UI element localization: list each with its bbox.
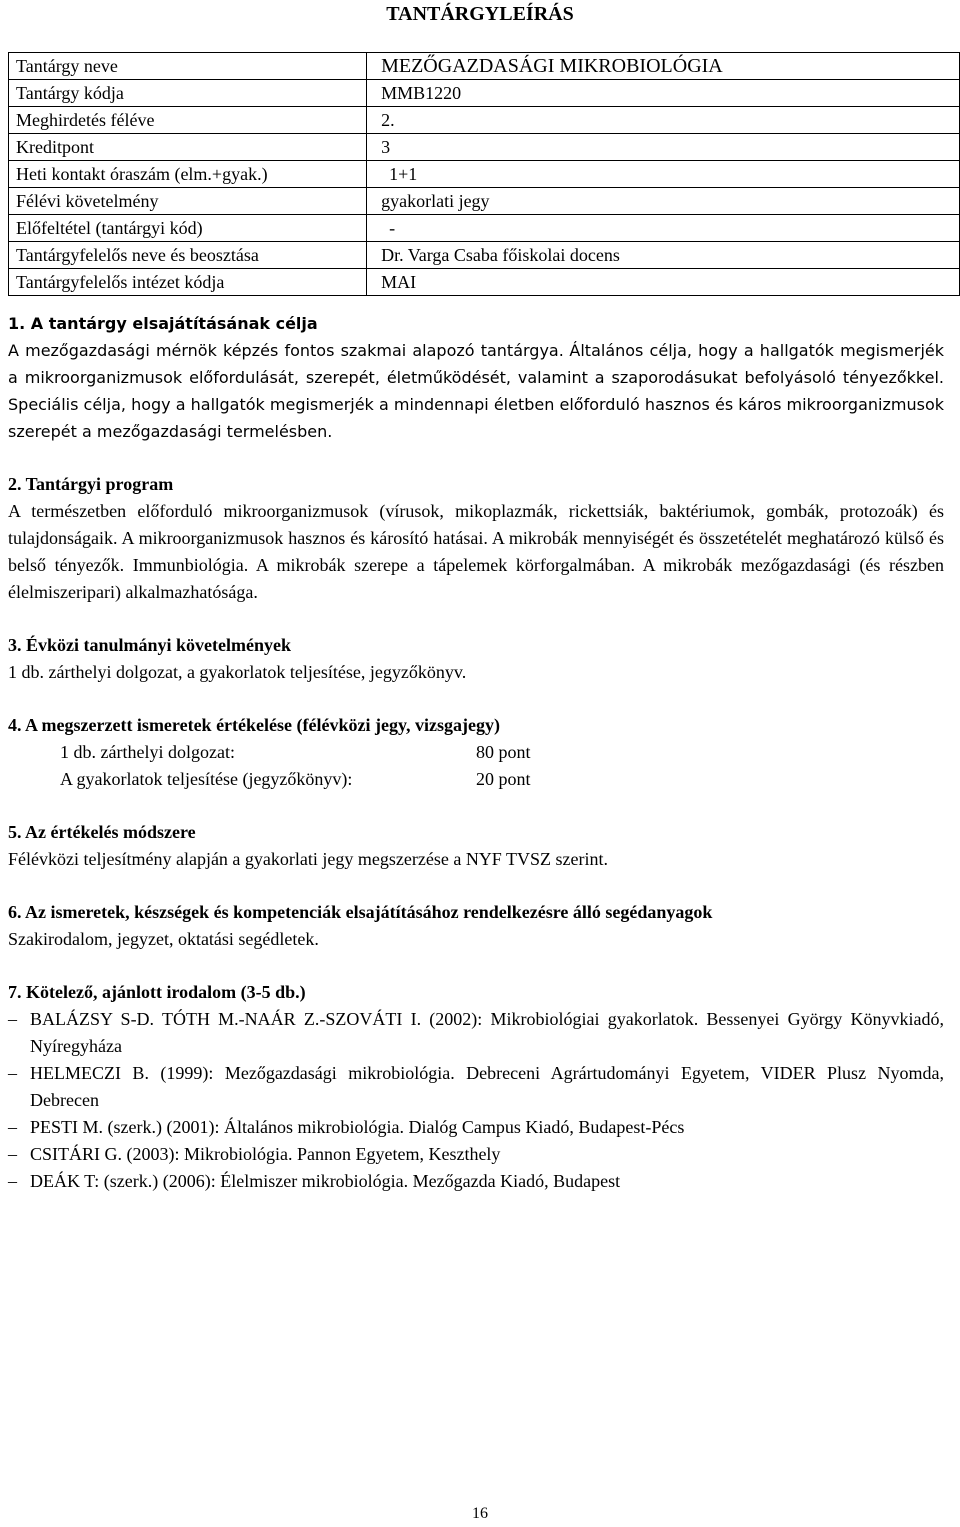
literature-text: HELMECZI B. (1999): Mezőgazdasági mikrobiológia. Debreceni Agrártudományi Egyetem, VIDER Plusz Nyomda, Debrecen xyxy=(30,1063,944,1110)
section-text: 1 db. zárthelyi dolgozat, a gyakorlatok teljesítése, jegyzőkönyv. xyxy=(8,662,467,682)
info-row xyxy=(9,107,960,134)
section-requirements xyxy=(8,632,944,686)
literature-text: DEÁK T: (szerk.) (2006): Élelmiszer mikrobiológia. Mezőgazda Kiadó, Budapest xyxy=(30,1171,621,1191)
info-value: MAI xyxy=(367,269,960,296)
literature-item xyxy=(8,1168,944,1195)
literature-text: CSITÁRI G. (2003): Mikrobiológia. Pannon Egyetem, Keszthely xyxy=(30,1144,501,1164)
info-value: - xyxy=(367,215,960,242)
info-label: Heti kontakt óraszám (elm.+gyak.) xyxy=(9,161,367,188)
literature-item xyxy=(8,1141,944,1168)
document-body xyxy=(8,310,944,1195)
info-label: Tantárgy neve xyxy=(9,53,367,80)
info-row xyxy=(9,161,960,188)
section-text: Félévközi teljesítmény alapján a gyakorlati jegy megszerzése a NYF TVSZ szerint. xyxy=(8,849,608,869)
section-title: 2. Tantárgyi program xyxy=(8,474,174,494)
grade-label: A gyakorlatok teljesítése (jegyzőkönyv): xyxy=(60,769,353,789)
course-info-table xyxy=(8,52,960,296)
goal-lead: A mezőgazdasági mérnök képzés fontos szakmai alapozó tantárgya. xyxy=(8,341,564,360)
section-method xyxy=(8,819,944,873)
info-row xyxy=(9,269,960,296)
goal-special: Speciális célja, hogy a hallgatók megismerjék a mindennapi életben előforduló hasznos és káros mikroorganizmusok szerepét a mezőgazdasági termelésben. xyxy=(8,395,944,441)
section-goal xyxy=(8,310,944,445)
grade-row xyxy=(8,739,944,766)
info-label: Tantárgyfelelős intézet kódja xyxy=(9,269,367,296)
literature-item xyxy=(8,1114,944,1141)
section-title: 3. Évközi tanulmányi követelmények xyxy=(8,635,292,655)
page-number: 16 xyxy=(472,1505,488,1522)
grade-label: 1 db. zárthelyi dolgozat: xyxy=(60,742,235,762)
dash-marker: – xyxy=(8,1063,17,1083)
section-title: 6. Az ismeretek, készségek és kompetenciák elsajátításához rendelkezésre álló segédanyagok xyxy=(8,902,713,922)
section-literature xyxy=(8,979,944,1195)
section-program xyxy=(8,471,944,606)
document-title: TANTÁRGYLEÍRÁS xyxy=(386,3,574,25)
literature-item xyxy=(8,1006,944,1060)
section-assessment xyxy=(8,712,944,793)
section-text: A természetben előforduló mikroorganizmusok (vírusok, mikoplazmák, rickettsiák, baktériumok, gombák, protozoák) és tulajdonságaik. A mikroorganizmusok hasznos és károsító hatásai. A mikrobák mennyiségét és összetételét meghatározó külső és belső tényezők. Immunbiológia. A mikrobák szerepe a tápelemek körforgalmában. A mikrobák mezőgazdasági (és részben élelmiszeripari) alkalmazhatósága. xyxy=(8,501,944,602)
info-row xyxy=(9,215,960,242)
grade-value: 80 pont xyxy=(476,742,531,762)
info-label: Félévi követelmény xyxy=(9,188,367,215)
info-value: 3 xyxy=(367,134,960,161)
info-value: Dr. Varga Csaba főiskolai docens xyxy=(367,242,960,269)
info-label: Előfeltétel (tantárgyi kód) xyxy=(9,215,367,242)
section-title: 1. A tantárgy elsajátításának célja xyxy=(8,314,318,333)
info-value: gyakorlati jegy xyxy=(367,188,960,215)
info-value: MMB1220 xyxy=(367,80,960,107)
grade-row xyxy=(8,766,944,793)
section-title: 7. Kötelező, ajánlott irodalom (3-5 db.) xyxy=(8,982,306,1002)
section-title: 5. Az értékelés módszere xyxy=(8,822,196,842)
info-row xyxy=(9,53,960,80)
section-title: 4. A megszerzett ismeretek értékelése (félévközi jegy, vizsgajegy) xyxy=(8,715,500,735)
info-row xyxy=(9,80,960,107)
section-text: Szakirodalom, jegyzet, oktatási segédletek. xyxy=(8,929,319,949)
info-label: Tantárgyfelelős neve és beosztása xyxy=(9,242,367,269)
info-row xyxy=(9,134,960,161)
info-label: Meghirdetés féléve xyxy=(9,107,367,134)
section-materials xyxy=(8,899,944,953)
grade-value: 20 pont xyxy=(476,769,531,789)
info-row xyxy=(9,188,960,215)
dash-marker: – xyxy=(8,1171,17,1191)
literature-item xyxy=(8,1060,944,1114)
goal-general: Általános célja, hogy a hallgatók megismerjék a mikroorganizmusok előfordulását, szerepét, életműködését, valamint a szaporodásukat befolyásoló tényezőkkel. xyxy=(8,341,945,387)
info-value: MEZŐGAZDASÁGI MIKROBIOLÓGIA xyxy=(367,53,960,80)
dash-marker: – xyxy=(8,1009,17,1029)
dash-marker: – xyxy=(8,1144,17,1164)
info-row xyxy=(9,242,960,269)
literature-text: PESTI M. (szerk.) (2001): Általános mikrobiológia. Dialóg Campus Kiadó, Budapest-Pécs xyxy=(30,1117,685,1137)
info-value: 1+1 xyxy=(367,161,960,188)
info-label: Tantárgy kódja xyxy=(9,80,367,107)
section-text xyxy=(8,337,944,445)
info-label: Kreditpont xyxy=(9,134,367,161)
literature-text: BALÁZSY S-D. TÓTH M.-NAÁR Z.-SZOVÁTI I. (2002): Mikrobiológiai gyakorlatok. Bessenyei György Könyvkiadó, Nyíregyháza xyxy=(30,1009,944,1056)
dash-marker: – xyxy=(8,1117,17,1137)
info-value: 2. xyxy=(367,107,960,134)
